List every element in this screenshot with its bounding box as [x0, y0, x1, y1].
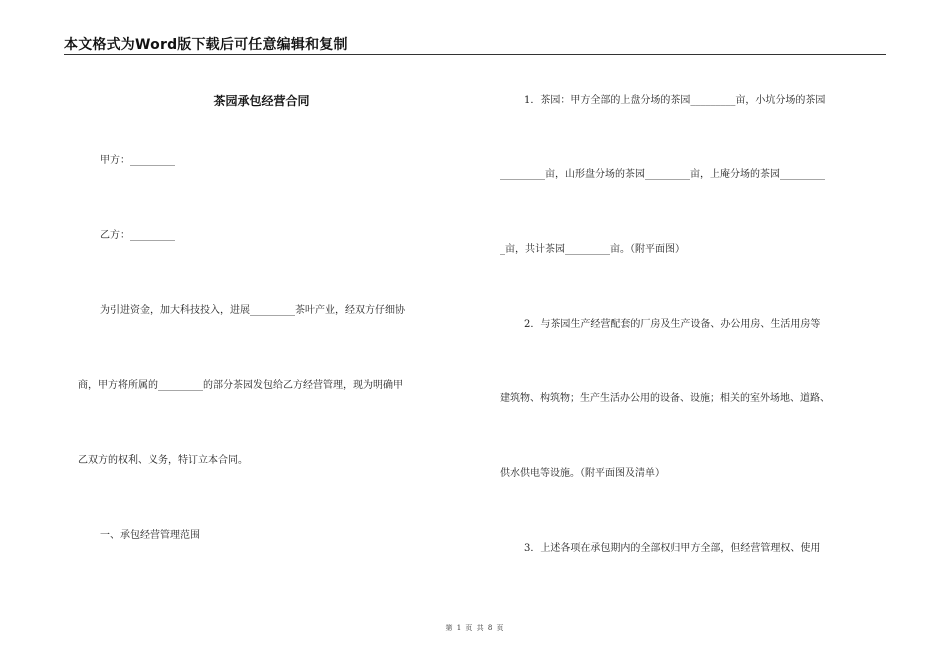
section-heading: 一、承包经营管理范围 [100, 530, 200, 541]
paragraph-line: 3．上述各项在承包期内的全部权归甲方全部，但经营管理权、使用 [524, 543, 821, 554]
paragraph-line: 甲方：_________ [100, 155, 175, 166]
paragraph-line: 建筑物、构筑物；生产生活办公用的设备、设施；相关的室外场地、道路、 [500, 393, 830, 404]
header-divider [64, 54, 886, 55]
paragraph-line: 乙方：_________ [100, 230, 175, 241]
paragraph-line: _________亩，山形盘分场的茶园_________亩，上庵分场的茶园_________ [500, 169, 825, 180]
header-note: 本文格式为Word版下载后可任意编辑和复制 [64, 37, 348, 53]
paragraph-line: 商，甲方将所属的_________的部分茶园发包给乙方经营管理，现为明确甲 [78, 380, 403, 391]
page-number: 第 1 页 共 8 页 [445, 624, 505, 632]
paragraph-line: 2．与茶园生产经营配套的厂房及生产设备、办公用房、生活用房等 [524, 319, 821, 330]
paragraph-line: _亩，共计茶园_________亩。（附平面图） [500, 244, 685, 255]
paragraph-line: 供水供电等设施。（附平面图及清单） [500, 468, 665, 479]
paragraph-line: 乙双方的权利、义务，特订立本合同。 [78, 455, 248, 466]
paragraph-line: 1．茶园：甲方全部的上盘分场的茶园_________亩，小坑分场的茶园 [524, 95, 826, 106]
document-title: 茶园承包经营合同 [213, 94, 310, 108]
paragraph-line: 为引进资金，加大科技投入，进展_________茶叶产业，经双方仔细协 [100, 305, 405, 316]
